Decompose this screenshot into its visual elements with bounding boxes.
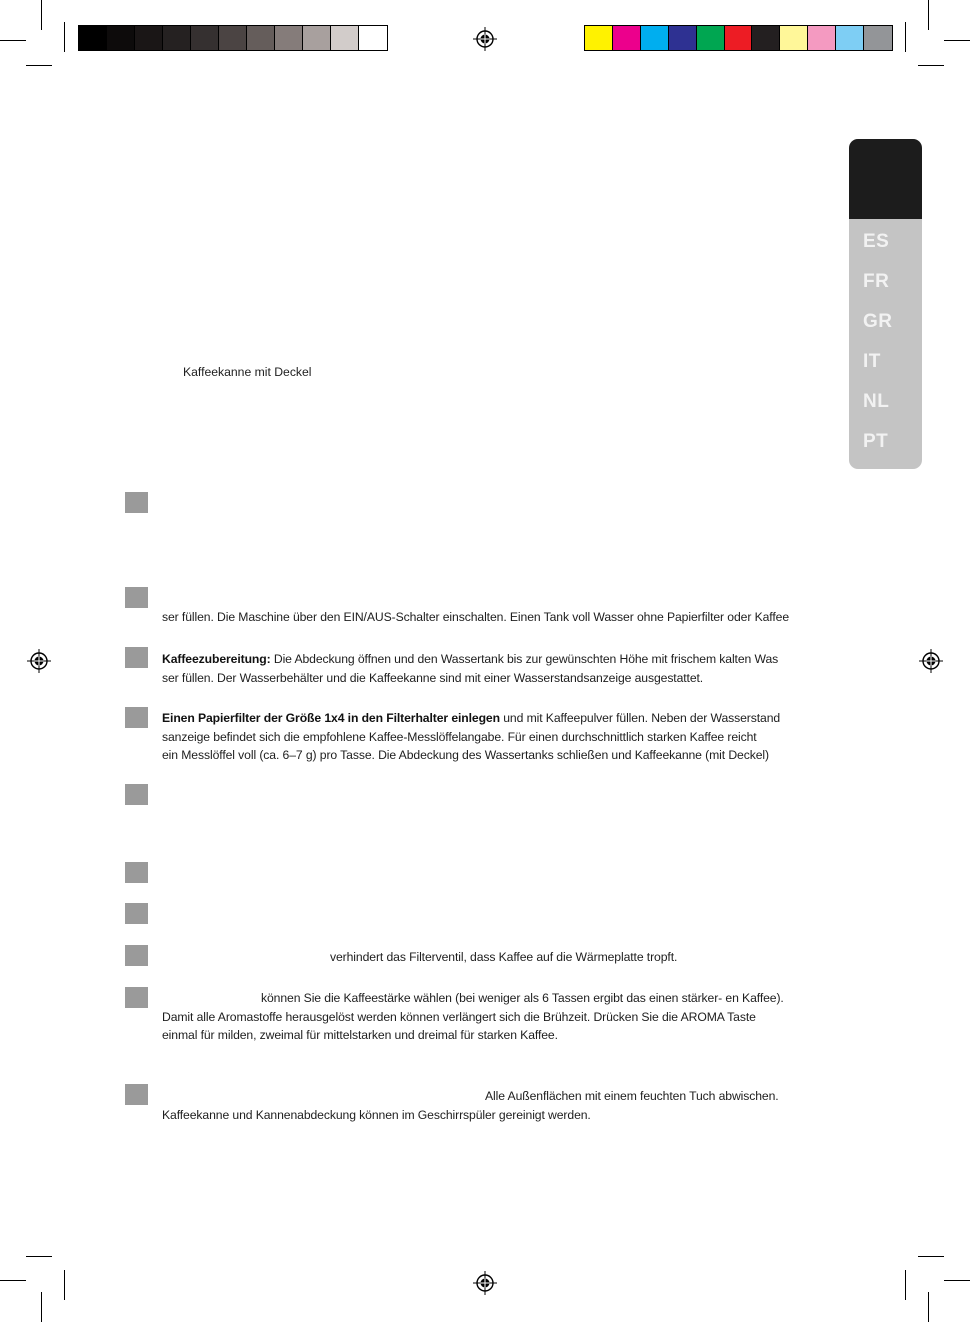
step-marker	[125, 1084, 148, 1105]
color-swatch	[275, 26, 303, 50]
paragraph-line: ser füllen. Die Maschine über den EIN/AUS-Schalter einschalten. Einen Tank voll Wasser ohne Papierfilter oder Kaffee	[162, 610, 789, 624]
step-first-use	[162, 608, 822, 627]
paragraph-line: ein Messlöffel voll (ca. 6–7 g) pro Tasse. Die Abdeckung des Wassertanks schließen und Kaffeekanne (mit Deckel)	[162, 748, 769, 762]
step-cleaning	[162, 1087, 822, 1124]
part-label-jug: Kaffeekanne mit Deckel	[183, 365, 312, 379]
step-heading: Kaffeezubereitung:	[162, 652, 271, 666]
step-aroma	[162, 989, 822, 1045]
crop-mark	[0, 1280, 26, 1281]
crop-mark	[928, 0, 929, 30]
crop-mark	[944, 40, 970, 41]
color-swatch	[79, 26, 107, 50]
step-marker	[125, 987, 148, 1008]
language-it[interactable]: IT	[863, 351, 881, 372]
color-swatch	[780, 26, 808, 50]
paragraph-line: Kaffeekanne und Kannenabdeckung können im Geschirrspüler gereinigt werden.	[162, 1107, 591, 1122]
language-fr[interactable]: FR	[863, 271, 890, 292]
color-swatch	[219, 26, 247, 50]
crop-mark	[26, 1256, 52, 1257]
paragraph-text: Die Abdeckung öffnen und den Wassertank bis zur gewünschten Höhe mit frischem kalten Was	[270, 652, 779, 666]
step-marker	[125, 707, 148, 728]
color-swatch	[135, 26, 163, 50]
registration-mark-icon	[27, 649, 51, 673]
crop-mark	[918, 65, 944, 66]
color-swatch	[864, 26, 892, 50]
paragraph-line: Damit alle Aromastoffe herausgelöst werden können verlängert sich die Brühzeit. Drücken Sie die AROMA Taste	[162, 1009, 756, 1024]
step-marker	[125, 587, 148, 608]
color-swatch	[191, 26, 219, 50]
paragraph-line: Alle Außenflächen mit einem feuchten Tuch abwischen.	[485, 1089, 779, 1103]
step-marker	[125, 945, 148, 966]
step-brewing	[162, 650, 822, 687]
color-swatch	[303, 26, 331, 50]
crop-mark	[64, 22, 65, 52]
registration-mark-icon	[473, 27, 497, 51]
color-swatch	[585, 26, 613, 50]
step-marker	[125, 784, 148, 805]
paragraph-line: ser füllen. Der Wasserbehälter und die Kaffeekanne sind mit einer Wasserstandsanzeige ausgestattet.	[162, 670, 704, 685]
crop-mark	[41, 1292, 42, 1322]
color-swatch	[808, 26, 836, 50]
color-swatch	[359, 26, 387, 50]
registration-mark-icon	[473, 1271, 497, 1295]
color-swatch	[697, 26, 725, 50]
color-swatch	[752, 26, 780, 50]
paragraph-line: einmal für milden, zweimal für mittelstarken und dreimal für starken Kaffee.	[162, 1028, 558, 1042]
color-swatch	[107, 26, 135, 50]
crop-mark	[0, 40, 26, 41]
paragraph-line: können Sie die Kaffeestärke wählen (bei weniger als 6 Tassen ergibt das einen stärker- en Kaffee).	[261, 991, 784, 1005]
crop-mark	[64, 1270, 65, 1300]
crop-mark	[918, 1256, 944, 1257]
color-swatch	[613, 26, 641, 50]
process-color-bar	[584, 25, 893, 51]
paragraph-line	[162, 650, 822, 669]
language-gr[interactable]: GR	[863, 311, 893, 332]
paragraph-line: verhindert das Filterventil, dass Kaffee auf die Wärmeplatte tropft.	[330, 950, 678, 964]
step-marker	[125, 492, 148, 513]
crop-mark	[944, 1280, 970, 1281]
language-es[interactable]: ES	[863, 231, 890, 252]
language-nl[interactable]: NL	[863, 391, 890, 412]
step-filter	[162, 709, 822, 765]
crop-mark	[905, 1270, 906, 1300]
color-swatch	[669, 26, 697, 50]
step-marker	[125, 903, 148, 924]
color-swatch	[641, 26, 669, 50]
language-tab-active[interactable]	[849, 139, 922, 219]
grayscale-color-bar	[78, 25, 388, 51]
color-swatch	[331, 26, 359, 50]
language-pt[interactable]: PT	[863, 431, 889, 452]
paragraph-line: sanzeige befindet sich die empfohlene Kaffee-Messlöffelangabe. Für einen durchschnittlich starken Kaffee reicht	[162, 729, 757, 744]
crop-mark	[41, 0, 42, 30]
crop-mark	[905, 22, 906, 52]
step-heading: Einen Papierfilter der Größe 1x4 in den Filterhalter einlegen	[162, 711, 500, 725]
paragraph-line	[162, 709, 822, 728]
color-swatch	[836, 26, 864, 50]
color-swatch	[725, 26, 753, 50]
registration-mark-icon	[919, 649, 943, 673]
language-tab	[849, 139, 922, 469]
crop-mark	[26, 65, 52, 66]
paragraph-text: und mit Kaffeepulver füllen. Neben der Wasserstand	[499, 711, 781, 725]
crop-mark	[928, 1292, 929, 1322]
step-drip-stop	[330, 948, 830, 967]
step-marker	[125, 647, 148, 668]
color-swatch	[247, 26, 275, 50]
color-swatch	[163, 26, 191, 50]
step-marker	[125, 862, 148, 883]
